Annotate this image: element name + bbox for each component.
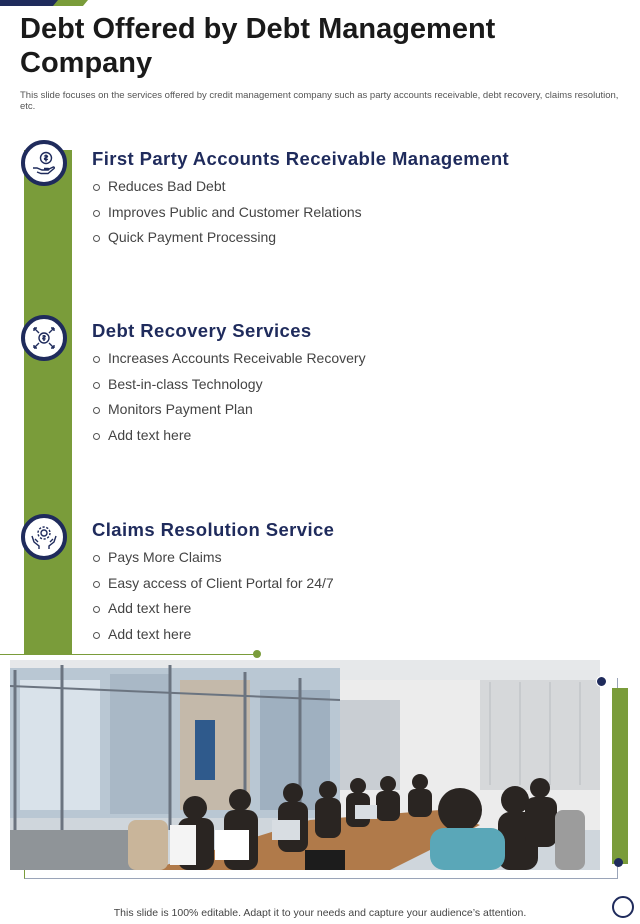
photo-accent-bar: [612, 688, 628, 864]
bullet-list: [92, 174, 612, 251]
list-item: Improves Public and Customer Relations: [92, 200, 612, 226]
timeline-rail: [24, 150, 72, 655]
hands-gear-icon: [21, 514, 67, 560]
list-item: Easy access of Client Portal for 24/7: [92, 571, 612, 597]
coin-arrows-icon: [21, 315, 67, 361]
section-claims-resolution: [92, 519, 612, 647]
list-item: Monitors Payment Plan: [92, 397, 612, 423]
meeting-room-photo: [10, 660, 600, 870]
photo-frame-dot: [614, 858, 623, 867]
list-item: Increases Accounts Receivable Recovery: [92, 346, 612, 372]
top-accent-green: [53, 0, 88, 6]
hand-coin-icon: [21, 140, 67, 186]
top-accent-navy: [0, 0, 58, 6]
photo-frame-dot: [596, 676, 607, 687]
section-debt-recovery: [92, 320, 612, 448]
list-item: Pays More Claims: [92, 545, 612, 571]
section-heading: First Party Accounts Receivable Management: [92, 148, 510, 169]
page-subtitle: This slide focuses on the services offered by credit management company such as party accounts receivable, debt recovery, claims resolution, etc.: [20, 90, 619, 112]
list-item: Reduces Bad Debt: [92, 174, 612, 200]
section-first-party: [92, 148, 612, 251]
page-title: Debt Offered by Debt Management Company: [20, 13, 496, 79]
bullet-list: [92, 346, 612, 448]
section-heading: Claims Resolution Service: [92, 519, 335, 540]
footer-note: This slide is 100% editable. Adapt it to your needs and capture your audience’s attention.: [113, 907, 527, 919]
corner-ring-decoration: [612, 896, 634, 918]
list-item: Quick Payment Processing: [92, 225, 612, 251]
list-item: Best-in-class Technology: [92, 372, 612, 398]
section-heading: Debt Recovery Services: [92, 320, 312, 341]
list-item: Add text here: [92, 423, 612, 449]
bullet-list: [92, 545, 612, 647]
list-item: Add text here: [92, 596, 612, 622]
list-item: Add text here: [92, 622, 612, 648]
photo-frame-dot: [253, 650, 261, 658]
photo-frame-line: [0, 654, 258, 655]
